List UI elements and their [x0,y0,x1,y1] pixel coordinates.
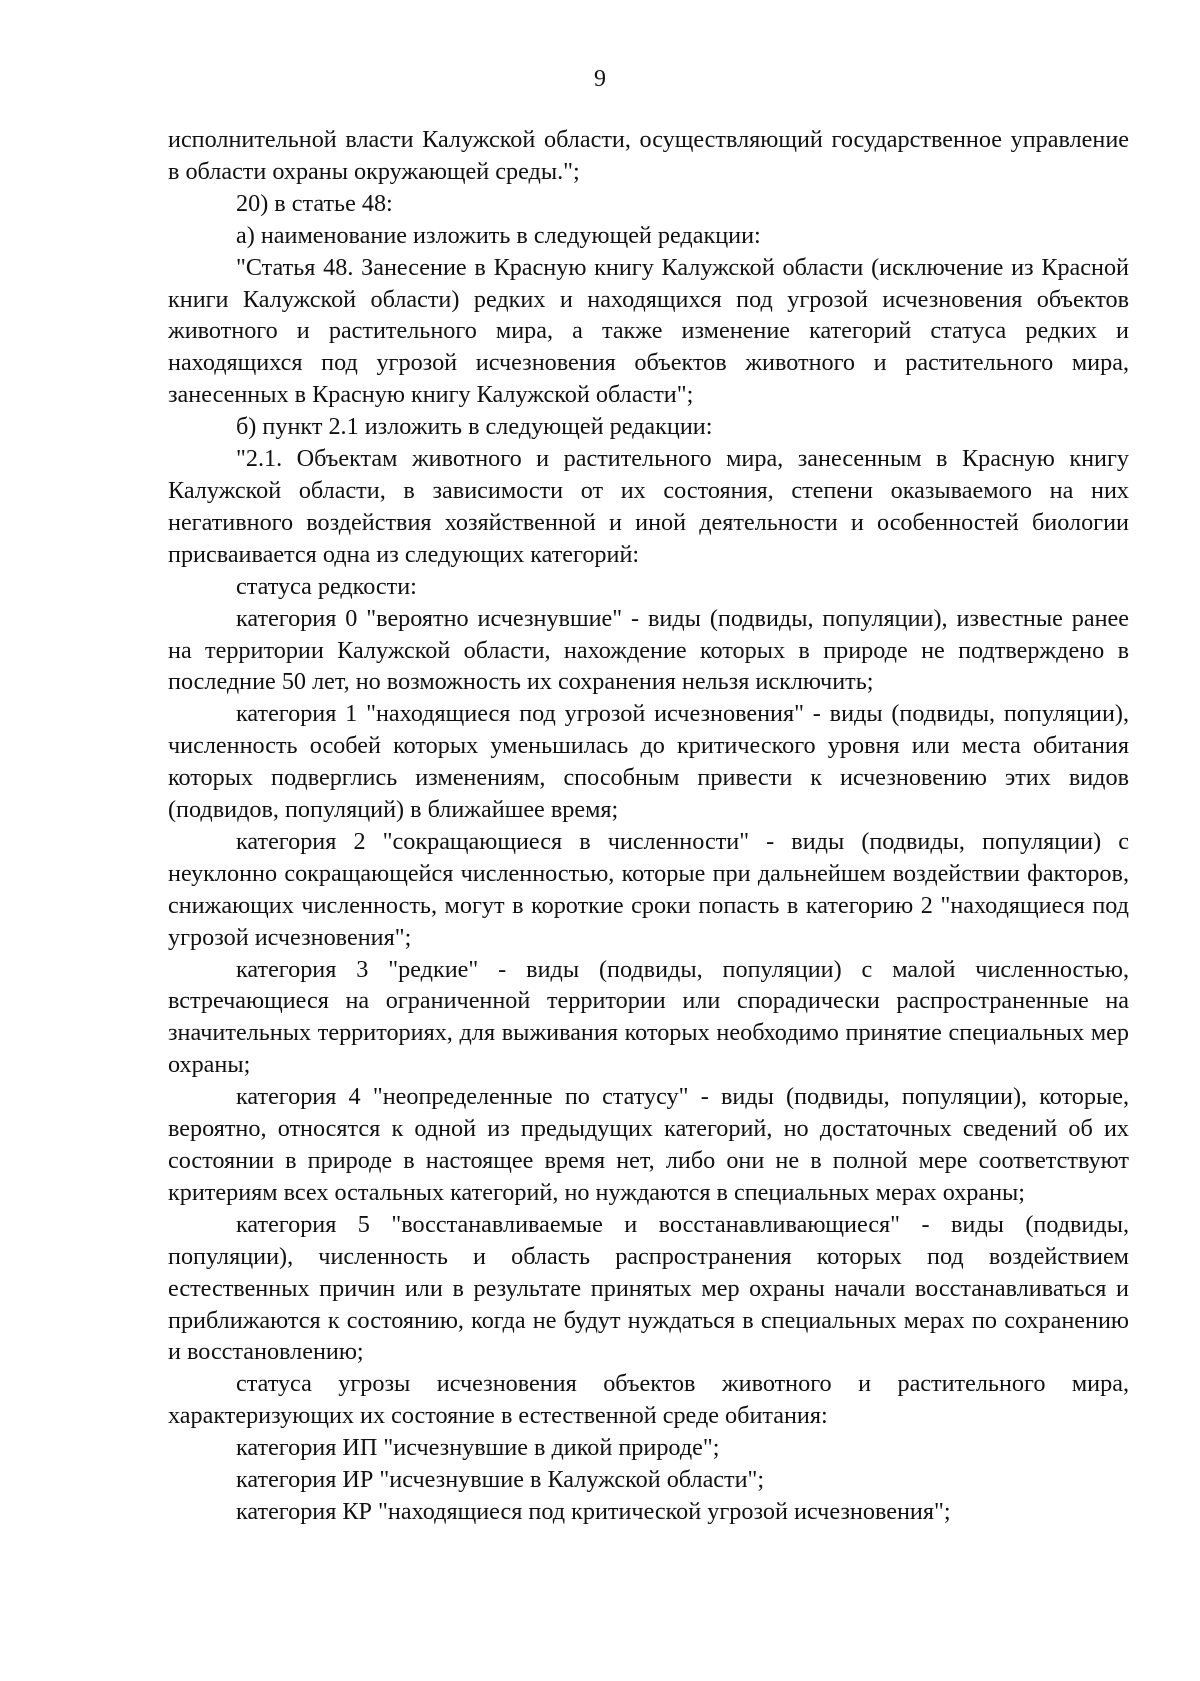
paragraph-category-kr: категория КР "находящиеся под критической угрозой исчезновения"; [236,1497,951,1525]
paragraph-article-48-title: "Статья 48. Занесение в Красную книгу Калужской области (исключение из Красной книги Калужской области) редких и находящихся под угрозой исчезновения объектов животного и растительного мира, а также изменение категорий статуса редких и находящихся под угрозой исчезновения объектов животного и растительного мира, занесенных в Красную книгу Калужской области"; [168,253,1129,409]
paragraph-category-5: категория 5 "восстанавливаемые и восстанавливающиеся" - виды (подвиды, популяции), численность и область распространения которых под воздействием естественных причин или в результате принятых мер охраны начали восстанавливаться и приближаются к состоянию, когда не будут нуждаться в специальных мерах по сохранению и восстановлению; [168,1210,1129,1366]
paragraph-category-4: категория 4 "неопределенные по статусу" - виды (подвиды, популяции), которые, вероятно, относятся к одной из предыдущих категорий, но достаточных сведений об их состоянии в природе в настоящее время нет, либо они не в полной мере соответствуют критериям всех остальных категорий, но нуждаются в специальных мерах охраны; [168,1083,1129,1206]
paragraph-clause-2-1: "2.1. Объектам животного и растительного мира, занесенным в Красную книгу Калужской области, в зависимости от их состояния, степени оказываемого на них негативного воздействия хозяйственной и иной деятельности и особенностей биологии присваивается одна из следующих категорий: [168,445,1129,568]
paragraph-category-3: категория 3 "редкие" - виды (подвиды, популяции) с малой численностью, встречающиеся на ограниченной территории или спорадически распространенные на значительных территориях, для выживания которых необходимо принятие специальных мер охраны; [168,955,1129,1079]
paragraph-rarity-status: статуса редкости: [236,572,417,600]
paragraph-subitem-b: б) пункт 2.1 изложить в следующей редакции: [236,413,713,441]
paragraph-category-1: категория 1 "находящиеся под угрозой исчезновения" - виды (подвиды, популяции), численность особей которых уменьшилась до критического уровня или места обитания которых подверглись изменениям, способным привести к исчезновению этих видов (подвидов, популяций) в ближайшее время; [168,700,1129,824]
paragraph-category-2: категория 2 "сокращающиеся в численности" - виды (подвиды, популяции) с неуклонно сокращающейся численностью, которые при дальнейшем воздействии факторов, снижающих численность, могут в короткие сроки попасть в категорию 2 "находящиеся под угрозой исчезновения"; [168,827,1129,951]
document-body [168,124,1129,1528]
page-number: 9 [594,66,606,92]
paragraph-item-20: 20) в статье 48: [236,189,393,217]
paragraph-subitem-a: а) наименование изложить в следующей редакции: [236,221,761,249]
paragraph-continuation: исполнительной власти Калужской области, осуществляющий государственное управление в области охраны окружающей среды."; [168,126,1129,185]
paragraph-category-ip: категория ИП "исчезнувшие в дикой природе"; [236,1434,720,1462]
paragraph-category-ir: категория ИР "исчезнувшие в Калужской области"; [236,1466,765,1494]
paragraph-category-0: категория 0 "вероятно исчезнувшие" - виды (подвиды, популяции), известные ранее на территории Калужской области, нахождение которых в природе не подтверждено в последние 50 лет, но возможность их сохранения нельзя исключить; [168,604,1129,696]
paragraph-threat-status: статуса угрозы исчезновения объектов животного и растительного мира, характеризующих их состояние в естественной среде обитания: [168,1370,1129,1430]
